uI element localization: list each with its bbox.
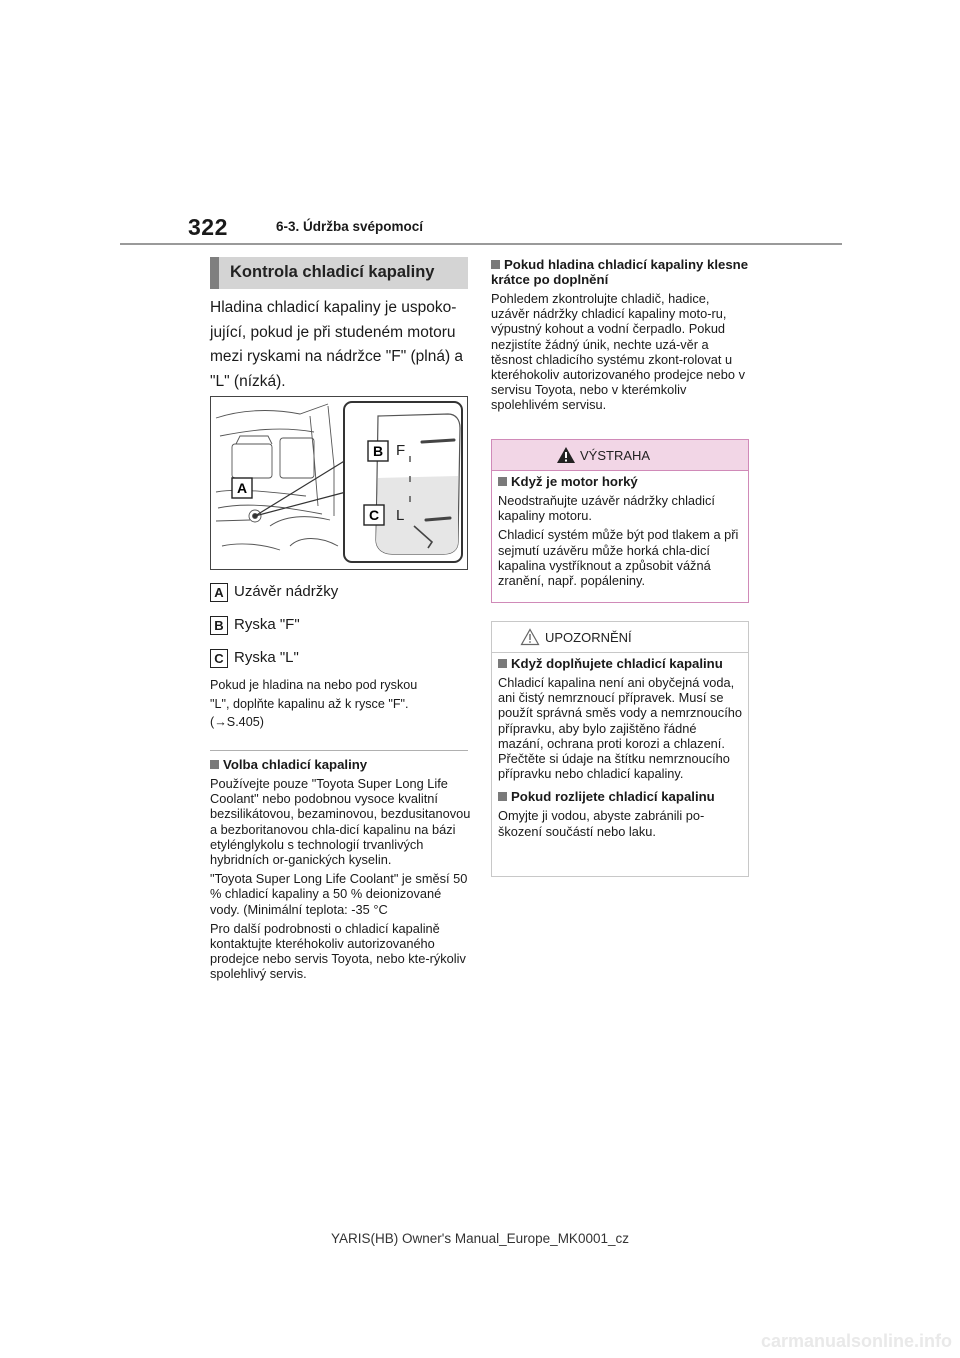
mark-l: L [396, 507, 405, 524]
caution-box [491, 621, 749, 877]
caution-header [492, 622, 748, 653]
legend-item-b [210, 613, 300, 637]
legend-text-a: Uzávěr nádržky [234, 583, 339, 600]
header-rule [120, 243, 842, 245]
section-title: 6-3. Údržba svépomocí [276, 219, 424, 234]
warning-box [491, 439, 749, 603]
section-heading [210, 257, 468, 289]
coolant-selection-section [210, 757, 472, 982]
intro-paragraph: Hladina chladicí kapaliny je uspoko-jující, pokud je při studeném motoru mezi ryskami na nádržce "F" (plná) a "L" (nízká). [210, 299, 464, 390]
legend-text-c: Ryska "L" [234, 649, 299, 666]
warning-body [498, 474, 744, 588]
watermark: carmanualsonline.info [760, 1331, 952, 1351]
sub-heading: Když doplňujete chladicí kapalinu [511, 656, 723, 671]
footer-text: YARIS(HB) Owner's Manual_Europe_MK0001_cz [331, 1231, 629, 1246]
page-number: 322 [188, 214, 228, 240]
sub-heading: Pokud hladina chladicí kapaliny klesne krátce po doplnění [491, 257, 749, 287]
legend-item-c [210, 646, 299, 670]
svg-text:B: B [372, 443, 384, 459]
sub-heading: Když je motor horký [511, 474, 638, 489]
legend-badge-c: C [210, 649, 228, 668]
level-drop-section [491, 257, 751, 413]
callout-c [364, 505, 384, 525]
paragraph: Neodstraňujte uzávěr nádržky chladicí kapaliny motoru. [498, 493, 715, 524]
square-bullet-icon [498, 659, 507, 668]
coolant-reservoir-figure [210, 396, 468, 570]
paragraph: "Toyota Super Long Life Coolant" je směsí 50 % chladicí kapaliny a 50 % deionizované vody. (Minimální teplota: -35 °C [210, 871, 468, 917]
square-bullet-icon [210, 760, 219, 769]
mark-f: F [396, 442, 406, 459]
warning-triangle-icon [556, 446, 576, 464]
refill-note: Pokud je hladina na nebo pod ryskou "L", doplňte kapalinu až k rysce "F". (→S.405) [210, 678, 418, 729]
caution-triangle-icon [520, 628, 540, 646]
square-bullet-icon [498, 477, 507, 486]
callout-a [232, 478, 252, 498]
paragraph: Používejte pouze "Toyota Super Long Life Coolant" nebo podobnou vysoce kvalitní bezsilikátovou, bezaminovou, bezdusitanovou a bezboritanovou chla-dicí kapalinu na bázi etylénglykolu s technologií trvanlivých hybridních or-ganických kyselin. [210, 776, 471, 868]
warning-header [492, 440, 748, 471]
section-heading-text: Kontrola chladicí kapaliny [230, 263, 435, 281]
legend-badge-b: B [210, 616, 228, 635]
svg-text:A: A [236, 480, 248, 496]
caution-title: UPOZORNĚNÍ [545, 630, 632, 645]
paragraph: Pro další podrobnosti o chladicí kapalině kontaktujte kteréhokoliv autorizovaného prodejce nebo servis Toyota, nebo kte-rýkoliv spolehlivý servis. [210, 920, 466, 982]
paragraph: Pohledem zkontrolujte chladič, hadice, uzávěr nádržky chladicí kapaliny moto-ru, výpustný kohout a vodní čerpadlo. Pokud nezjistíte žádný únik, nechte uzá-věr a těsnost chladicího systému zkont-rolovat u kteréhokoliv autorizovaného prodejce nebo v servisu Toyota, nebo v kterémkoliv spolehlivém servisu. [491, 291, 745, 413]
square-bullet-icon [491, 260, 500, 269]
sub-heading: Volba chladicí kapaliny [223, 757, 368, 772]
square-bullet-icon [498, 792, 507, 801]
heading-accent-bar [210, 257, 219, 289]
legend-badge-a: A [210, 583, 228, 602]
callout-b [368, 441, 388, 461]
warning-title: VÝSTRAHA [580, 448, 651, 463]
paragraph: Chladicí systém může být pod tlakem a při sejmutí uzávěru může horká chla-dicí kapalina vystříknout a způsobit vážná zranění, např. popáleniny. [498, 527, 739, 589]
sub-heading: Pokud rozlijete chladicí kapalinu [511, 789, 715, 805]
paragraph: Omyjte ji vodou, abyste zabránili po-škození součástí nebo laku. [498, 808, 705, 839]
caution-body [498, 656, 744, 839]
legend-item-a [210, 580, 338, 604]
column-divider [210, 750, 468, 751]
svg-text:C: C [368, 507, 380, 523]
legend-text-b: Ryska "F" [234, 616, 300, 633]
paragraph: Chladicí kapalina není ani obyčejná voda, ani čistý nemrznoucí přípravek. Musí se použít správná směs vody a nemrznoucího přípravku, aby bylo zajištěno řádné mazání, ochrana proti korozi a chlazení. Přečtěte si údaje na štítku nemrznoucího přípravku nebo chladicí kapaliny. [498, 675, 742, 782]
